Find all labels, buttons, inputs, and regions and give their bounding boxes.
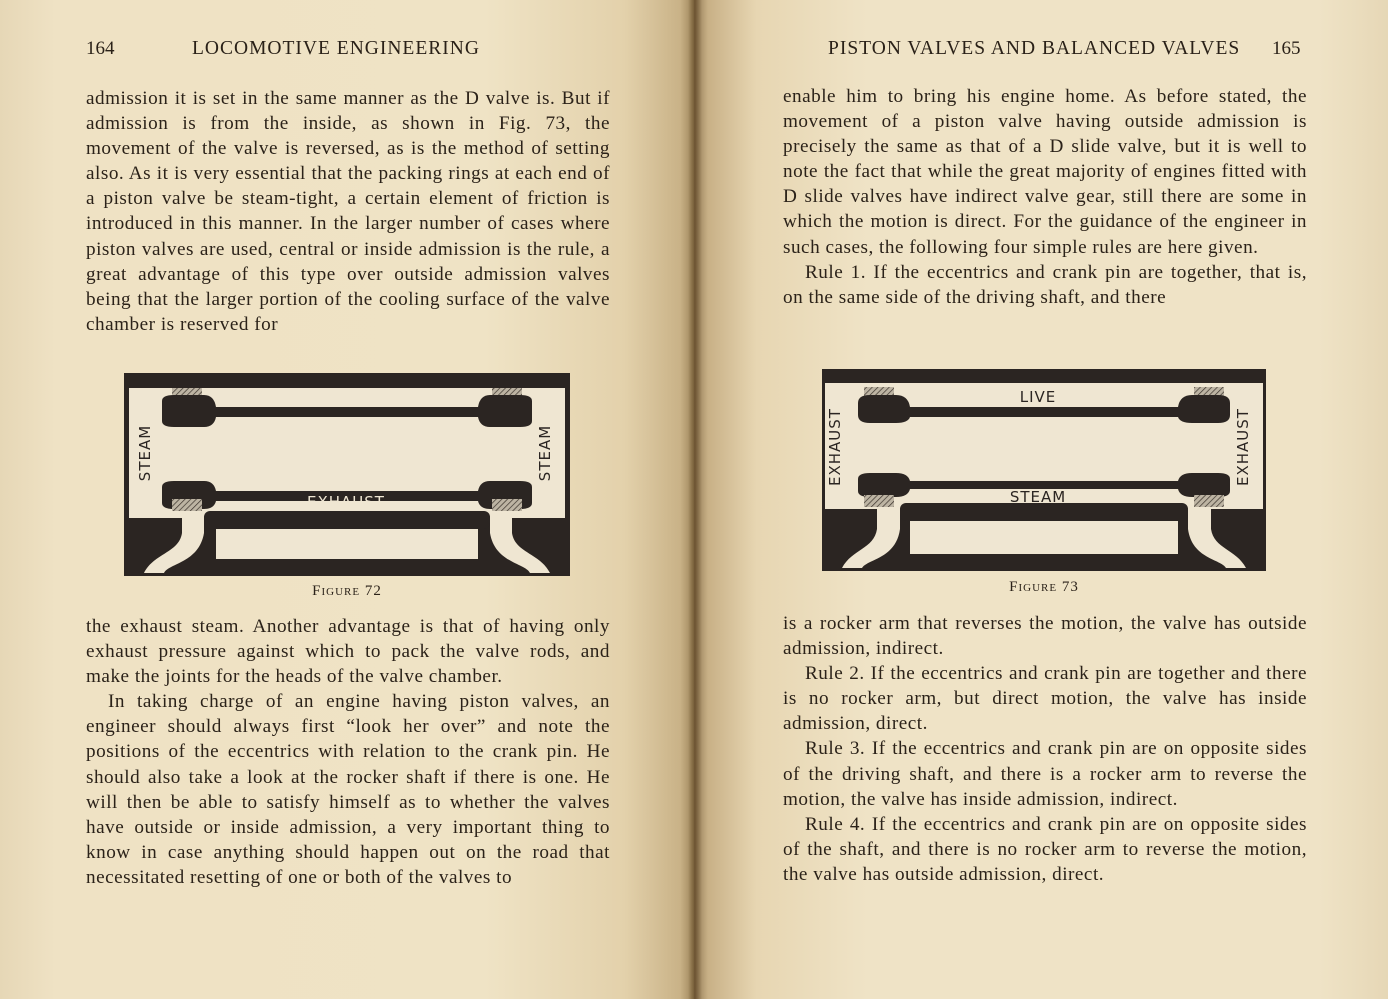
book-gutter xyxy=(688,0,702,999)
figure-73 xyxy=(822,369,1266,571)
figure-72-label-center: EXHAUST xyxy=(307,493,385,511)
left-paragraph-after-figure: the exhaust steam. Another advantage is that of having only exhaust pressure against which to pack the valve rods, and make the joints for the heads of the valve chamber. In taking charge of an engine having piston valves, an engineer should always first “look her over” and note the positions of the eccentrics with relation to the crank pin. He should also take a look at the rocker shaft if there is one. He will then be able to satisfy himself as to whether the valves have outside or inside admission, a very important thing to know in case anything should happen out on the road that necessitated resetting of one or both of the valves to xyxy=(86,614,610,890)
figure-72-label-left: STEAM xyxy=(136,424,154,482)
figure-73-caption: Figure 73 xyxy=(1009,579,1079,595)
right-running-head: PISTON VALVES AND BALANCED VALVES xyxy=(828,38,1241,59)
left-paragraph-1: admission it is set in the same manner as the D valve is. But if admission is from the inside, as shown in Fig. 73, the movement of the valve is reversed, as is the method of setting also. As it is very essential that the packing rings at each end of a piston valve be steam-tight, a certain element of friction is introduced in this manner. In the larger number of cases where piston valves are used, central or inside admission is the rule, a great advantage of this type over outside admission valves being that the larger portion of the cooling surface of the valve chamber is reserved for xyxy=(86,88,610,335)
figure-73-label-top: LIVE xyxy=(1019,388,1057,406)
figure-72-caption: Figure 72 xyxy=(312,583,382,599)
rule-3: Rule 3. If the eccentrics and crank pin are on opposite sides of the driving shaft, and there is a rocker arm to reverse the motion, the valve has inside admission, indirect. xyxy=(783,738,1307,810)
rule-1-end: is a rocker arm that reverses the motion, the valve has outside admission, indirect. xyxy=(783,613,1307,660)
rule-2: Rule 2. If the eccentrics and crank pin are together and there is no rocker arm, but direct motion, the valve has inside admission, direct. xyxy=(783,663,1307,735)
rule-4: Rule 4. If the eccentrics and crank pin are on opposite sides of the shaft, and there is no rocker arm to reverse the motion, the valve has outside admission, direct. xyxy=(783,813,1307,885)
right-page-number: 165 xyxy=(1272,38,1301,59)
figure-72-label-right: STEAM xyxy=(536,424,554,482)
left-paragraph-2: In taking charge of an engine having piston valves, an engineer should always first “look her over” and note the positions of the eccentrics with relation to the crank pin. He should also take a look at the rocker shaft if there is one. He will then be able to satisfy himself as to whether the valves have outside or inside admission, a very important thing to know in case anything should happen out on the road that necessitated resetting of one or both of the valves to xyxy=(86,691,610,888)
figure-73-label-center: STEAM xyxy=(1009,488,1067,506)
figure-72-diagram xyxy=(124,373,570,576)
right-paragraph-1: enable him to bring his engine home. As before stated, the movement of a piston valve having outside admission is precisely the same as that of a D slide valve, but it is well to note the fact that while the great majority of engines fitted with D slide valves have indirect valve gear, still there are some in which the motion is direct. For the guidance of the engineer in such cases, the following four simple rules are here given. Rule 1. If the eccentrics and crank pin are together, that is, on the same side of the driving shaft, and there xyxy=(783,84,1307,310)
right-page xyxy=(694,0,1388,999)
right-paragraph-after-figure xyxy=(783,611,1307,887)
figure-73-label-left: EXHAUST xyxy=(826,408,844,486)
figure-73-label-right: EXHAUST xyxy=(1234,408,1252,486)
left-running-head: LOCOMOTIVE ENGINEERING xyxy=(192,38,480,59)
figure-73-diagram xyxy=(822,369,1266,571)
figure-72 xyxy=(124,373,570,576)
rule-1-start: Rule 1. If the eccentrics and crank pin are together, that is, on the same side of the driving shaft, and there xyxy=(783,261,1307,308)
left-page-number: 164 xyxy=(86,38,115,59)
